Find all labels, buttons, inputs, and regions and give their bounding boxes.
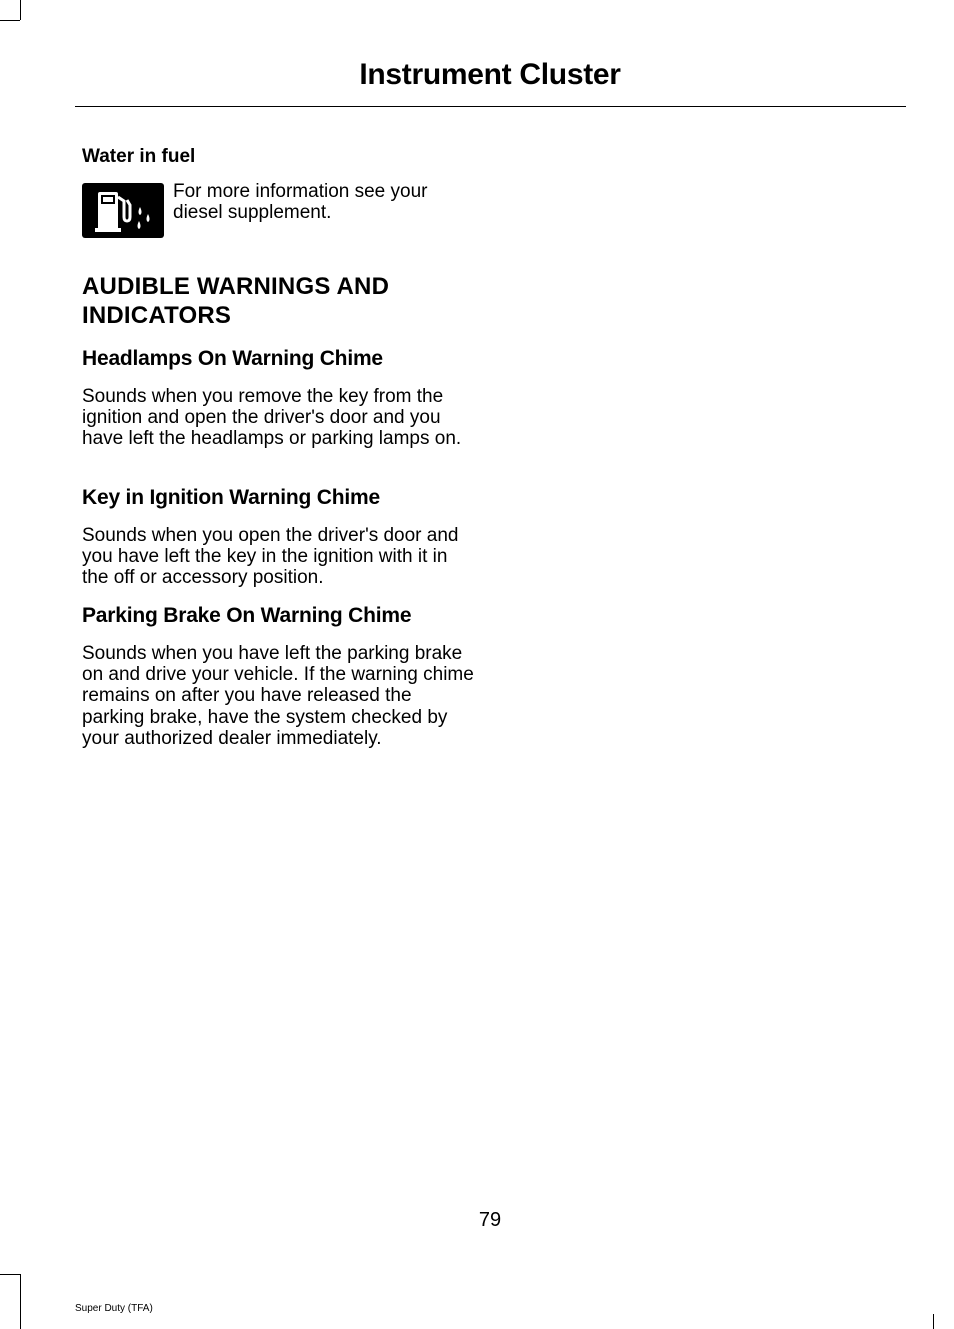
crop-mark [933,1314,934,1329]
header-divider [75,106,906,107]
crop-mark [0,20,20,21]
footer-label: Super Duty (TFA) [75,1303,153,1314]
crop-mark [20,0,21,20]
headlamps-chime-heading: Headlamps On Warning Chime [82,347,383,370]
water-in-fuel-label: Water in fuel [82,146,196,167]
key-ignition-chime-heading: Key in Ignition Warning Chime [82,486,380,509]
crop-mark [20,1274,21,1329]
crop-mark [0,1274,20,1275]
water-in-fuel-warning-icon [82,183,164,238]
key-ignition-chime-body: Sounds when you open the driver's door and you have left the key in the ignition with it in the off or accessory position. [82,525,459,589]
parking-brake-chime-heading: Parking Brake On Warning Chime [82,604,412,627]
page-number: 79 [478,1209,502,1231]
water-in-fuel-text: For more information see your diesel supplement. [173,181,428,223]
page-title: Instrument Cluster [359,58,621,91]
section-title: AUDIBLE WARNINGS AND INDICATORS [82,273,390,329]
headlamps-chime-body: Sounds when you remove the key from the ignition and open the driver's door and you have left the headlamps or parking lamps on. [82,386,462,450]
parking-brake-chime-body: Sounds when you have left the parking brake on and drive your vehicle. If the warning chime remains on after you have released the parking brake, have the system checked by your authorized dealer immediately. [82,643,474,749]
